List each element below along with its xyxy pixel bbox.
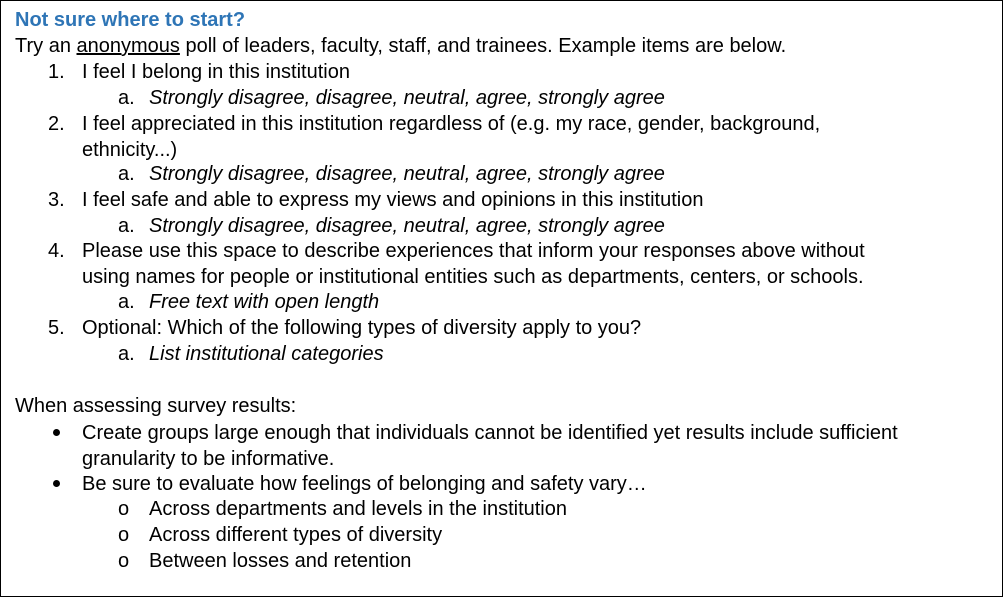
item-text: I feel I belong in this institution — [82, 61, 350, 83]
sub-bullet-text: Between losses and retention — [149, 550, 412, 572]
item-text-continued: ethnicity...) — [82, 139, 178, 161]
item-number: 5. — [48, 317, 65, 339]
sub-item-marker: a. — [118, 343, 135, 365]
item-text: Please use this space to describe experiences that inform your responses above without — [82, 240, 865, 262]
intro-underlined: anonymous — [76, 35, 180, 57]
item-text: Optional: Which of the following types of diversity apply to you? — [82, 317, 642, 339]
item-number: 4. — [48, 240, 65, 262]
bullet-icon — [53, 480, 60, 487]
sub-bullet-text: Across different types of diversity — [149, 524, 443, 546]
sub-item-marker: a. — [118, 291, 135, 313]
sub-bullet-marker: o — [118, 550, 130, 572]
assessing-heading: When assessing survey results: — [15, 395, 297, 417]
response-options: List institutional categories — [149, 343, 384, 365]
bullet-text-continued: granularity to be informative. — [82, 448, 335, 470]
bullet-text: Be sure to evaluate how feelings of belonging and safety vary… — [82, 473, 647, 495]
sub-item-marker: a. — [118, 215, 135, 237]
response-options: Strongly disagree, disagree, neutral, agree, strongly agree — [149, 163, 665, 185]
bullet-icon — [53, 429, 60, 436]
item-number: 1. — [48, 61, 65, 83]
item-text: I feel appreciated in this institution regardless of (e.g. my race, gender, background, — [82, 113, 821, 135]
item-text-continued: using names for people or institutional entities such as departments, centers, or schools. — [82, 266, 864, 288]
item-number: 2. — [48, 113, 65, 135]
intro-before: Try an — [15, 35, 77, 57]
box-heading: Not sure where to start? — [15, 9, 246, 31]
item-number: 3. — [48, 189, 65, 211]
response-options: Strongly disagree, disagree, neutral, agree, strongly agree — [149, 87, 665, 109]
bullet-text: Create groups large enough that individuals cannot be identified yet results include sufficient — [82, 422, 898, 444]
response-options: Strongly disagree, disagree, neutral, agree, strongly agree — [149, 215, 665, 237]
sub-bullet-marker: o — [118, 524, 130, 546]
intro-after: poll of leaders, faculty, staff, and trainees. Example items are below. — [179, 35, 787, 57]
sub-item-marker: a. — [118, 163, 135, 185]
response-options: Free text with open length — [149, 291, 380, 313]
sub-bullet-marker: o — [118, 498, 130, 520]
sub-bullet-text: Across departments and levels in the institution — [149, 498, 567, 520]
intro-text — [15, 33, 786, 59]
sub-item-marker: a. — [118, 87, 135, 109]
item-text: I feel safe and able to express my views and opinions in this institution — [82, 189, 704, 211]
